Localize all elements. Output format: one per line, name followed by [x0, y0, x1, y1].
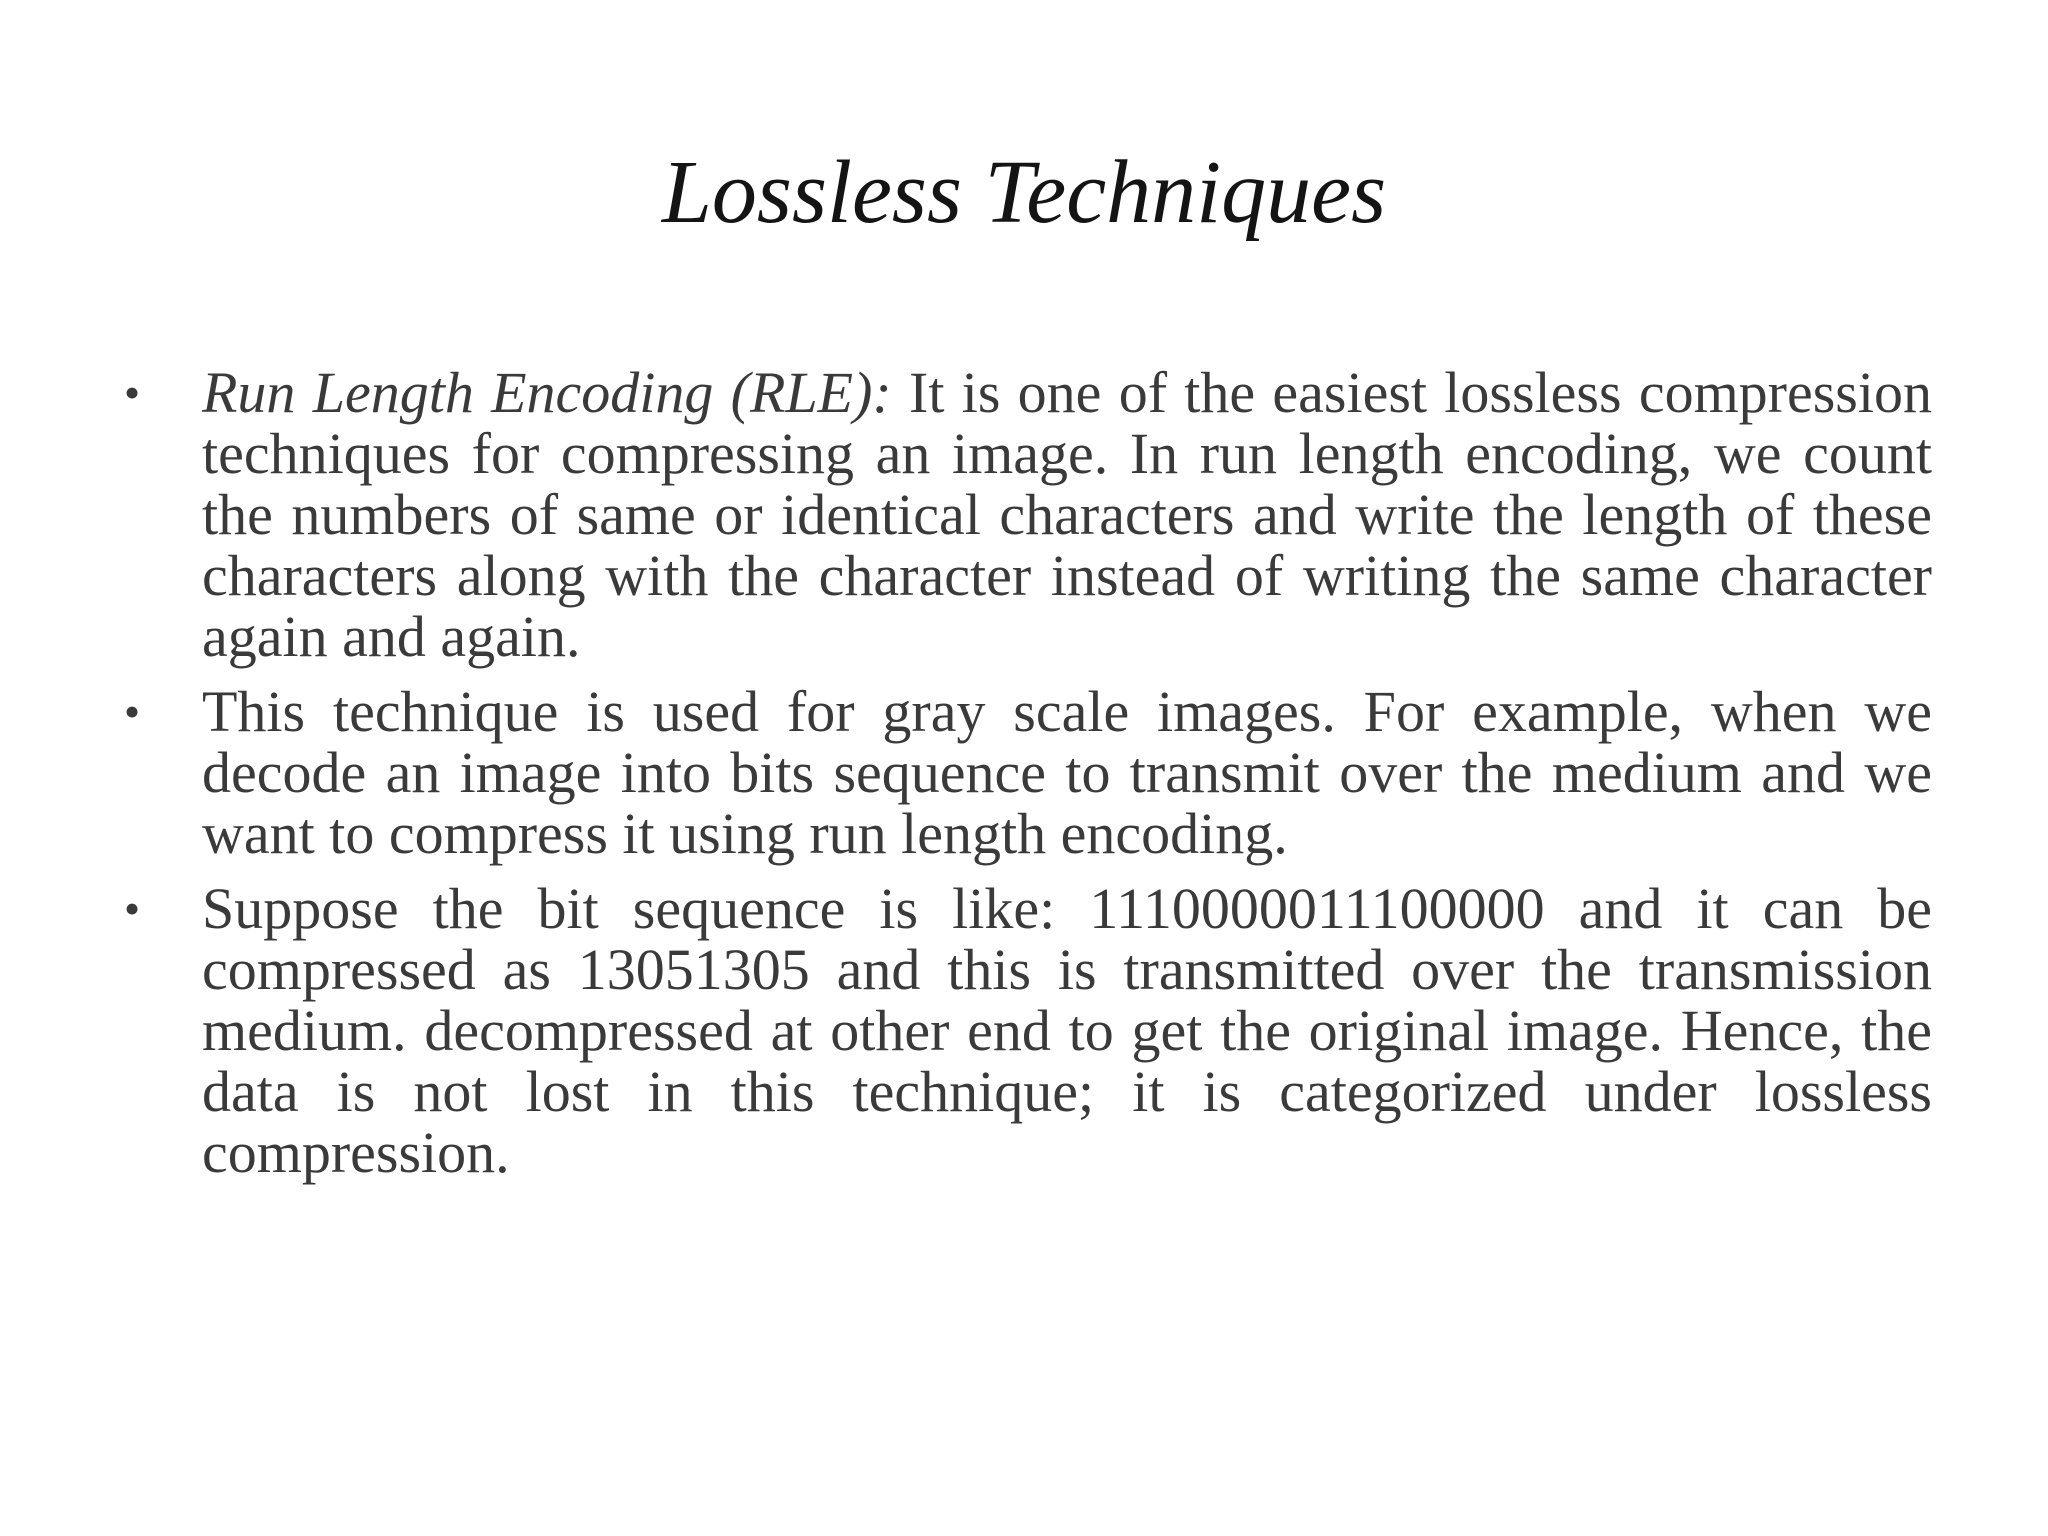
- bullet-item-rle: [124, 362, 1932, 667]
- slide-title: Lossless Techniques: [661, 143, 1387, 242]
- bullet-text-grayscale: This technique is used for gray scale images. For example, when we decode an image into bits sequence to transmit over the medium and we want to compress it using run length encoding.: [202, 679, 1932, 866]
- bullet-item-grayscale: [124, 681, 1932, 864]
- bullet-text-example: Suppose the bit sequence is like: 1110000011100000 and it can be compressed as 13051305 and this is transmitted over the transmission medium. decompressed at other end to get the original image. Hence, the data is not lost in this technique; it is categorized under lossless compression.: [202, 876, 1932, 1185]
- bullet-term-rle: Run Length Encoding (RLE):: [202, 360, 892, 425]
- bullet-dot-icon: •: [124, 367, 141, 418]
- bullet-list: [124, 362, 1932, 1197]
- bullet-text-rle: It is one of the easiest lossless compression techniques for compressing an image. In run length encoding, we count the numbers of same or identical characters and write the length of these characters along with the character instead of writing the same character again and again.: [202, 360, 1932, 669]
- bullet-dot-icon: •: [124, 883, 141, 934]
- bullet-dot-icon: •: [124, 686, 141, 737]
- bullet-item-example: [124, 878, 1932, 1183]
